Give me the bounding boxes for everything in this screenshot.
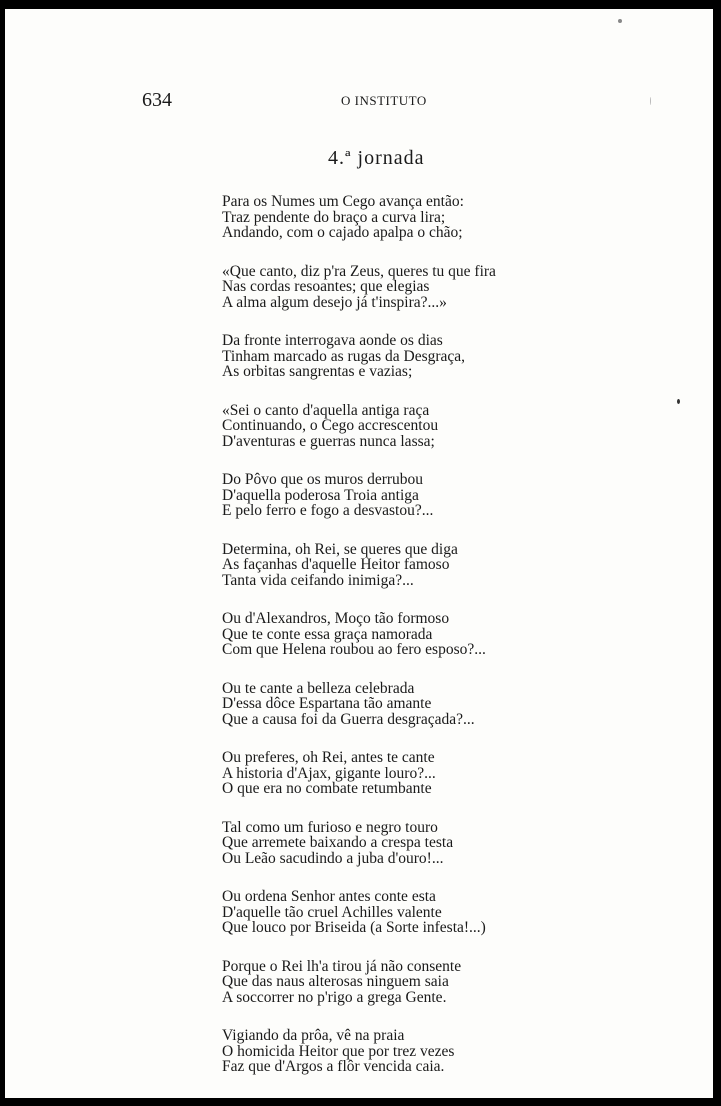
scan-speck [618, 19, 622, 23]
poem-line: Vigiando da prôa, vê na praia [222, 1027, 405, 1044]
poem-line: D'essa dôce Espartana tão amante [222, 695, 432, 712]
poem-line: O que era no combate retumbante [222, 780, 432, 797]
poem-line: Tinham marcado as rugas da Desgraça, [222, 347, 466, 365]
poem-line: Faz que d'Argos a flôr vencida caia. [222, 1058, 445, 1075]
poem-line: E pelo ferro e fogo a desvastou?... [222, 502, 434, 519]
stanza [222, 333, 702, 380]
poem-line: A soccorrer no p'rigo a grega Gente. [222, 988, 447, 1006]
poem-line: Da fronte interrogava aonde os dias [222, 332, 443, 349]
stanza [222, 611, 702, 658]
running-title: O INSTITUTO [341, 93, 427, 108]
poem-line: Que arremete baixando a crespa testa [222, 834, 454, 851]
poem-line: Tal como um furioso e negro touro [222, 818, 438, 836]
poem-line: Nas cordas resoantes; que elegias [222, 278, 430, 295]
page-header [5, 89, 713, 113]
scan-speck [650, 97, 651, 105]
poem-line: Com que Helena roubou ao fero esposo?... [222, 641, 486, 658]
poem-line: Andando, com o cajado apalpa o chão; [222, 224, 463, 241]
poem-body [222, 194, 702, 1098]
poem-line: «Sei o canto d'aquella antiga raça [222, 401, 430, 419]
poem-line: A alma algum desejo já t'inspira?...» [222, 293, 447, 311]
stanza [222, 542, 702, 589]
poem-line: Traz pendente do braço a curva lira; [222, 208, 446, 226]
poem-line: As façanhas d'aquelle Heitor famoso [222, 556, 450, 573]
poem-line: Que te conte essa graça namorada [222, 625, 433, 643]
stanza [222, 194, 702, 241]
poem-line: Ou ordena Senhor antes conte esta [222, 888, 436, 905]
poem-line: As orbitas sangrentas e vazias; [222, 363, 413, 380]
poem-line: Tanta vida ceifando inimiga?... [222, 571, 414, 589]
stanza [222, 264, 702, 311]
scan-speck [677, 399, 680, 404]
poem-line: Do Pôvo que os muros derrubou [222, 471, 424, 488]
poem-line: Porque o Rei lh'a tirou já não consente [222, 957, 462, 975]
stanza [222, 681, 702, 728]
poem-line: D'aquelle tão cruel Achilles valente [222, 903, 442, 921]
poem-line: Ou d'Alexandros, Moço tão formoso [222, 610, 450, 627]
document-page [5, 9, 713, 1098]
poem-line: Continuando, o Cego accrescentou [222, 417, 439, 434]
stanza [222, 472, 702, 519]
stanza [222, 1028, 702, 1075]
poem-line: Ou te cante a belleza celebrada [222, 679, 415, 697]
stanza [222, 959, 702, 1006]
stanza [222, 750, 702, 797]
page-number: 634 [142, 89, 172, 111]
poem-line: Ou Leão sacudindo a juba d'ouro!... [222, 849, 444, 867]
stanza [222, 403, 702, 450]
stanza [222, 820, 702, 867]
poem-line: Determina, oh Rei, se queres que diga [222, 540, 458, 558]
stanza [222, 889, 702, 936]
poem-line: Que a causa foi da Guerra desgraçada?... [222, 710, 475, 728]
section-title: 4.ª jornada [328, 147, 425, 169]
poem-line: O homicida Heitor que por trez vezes [222, 1042, 455, 1060]
poem-line: A historia d'Ajax, gigante louro?... [222, 764, 436, 782]
poem-line: «Que canto, diz p'ra Zeus, queres tu que fira [222, 262, 496, 280]
poem-line: Que louco por Briseida (a Sorte infesta!...) [222, 919, 486, 936]
poem-line: Que das naus alterosas ninguem saia [222, 973, 449, 990]
poem-line: D'aquella poderosa Troia antiga [222, 486, 419, 504]
poem-line: D'aventuras e guerras nunca lassa; [222, 432, 435, 450]
poem-line: Ou preferes, oh Rei, antes te cante [222, 749, 435, 766]
poem-line: Para os Numes um Cego avança então: [222, 193, 464, 210]
